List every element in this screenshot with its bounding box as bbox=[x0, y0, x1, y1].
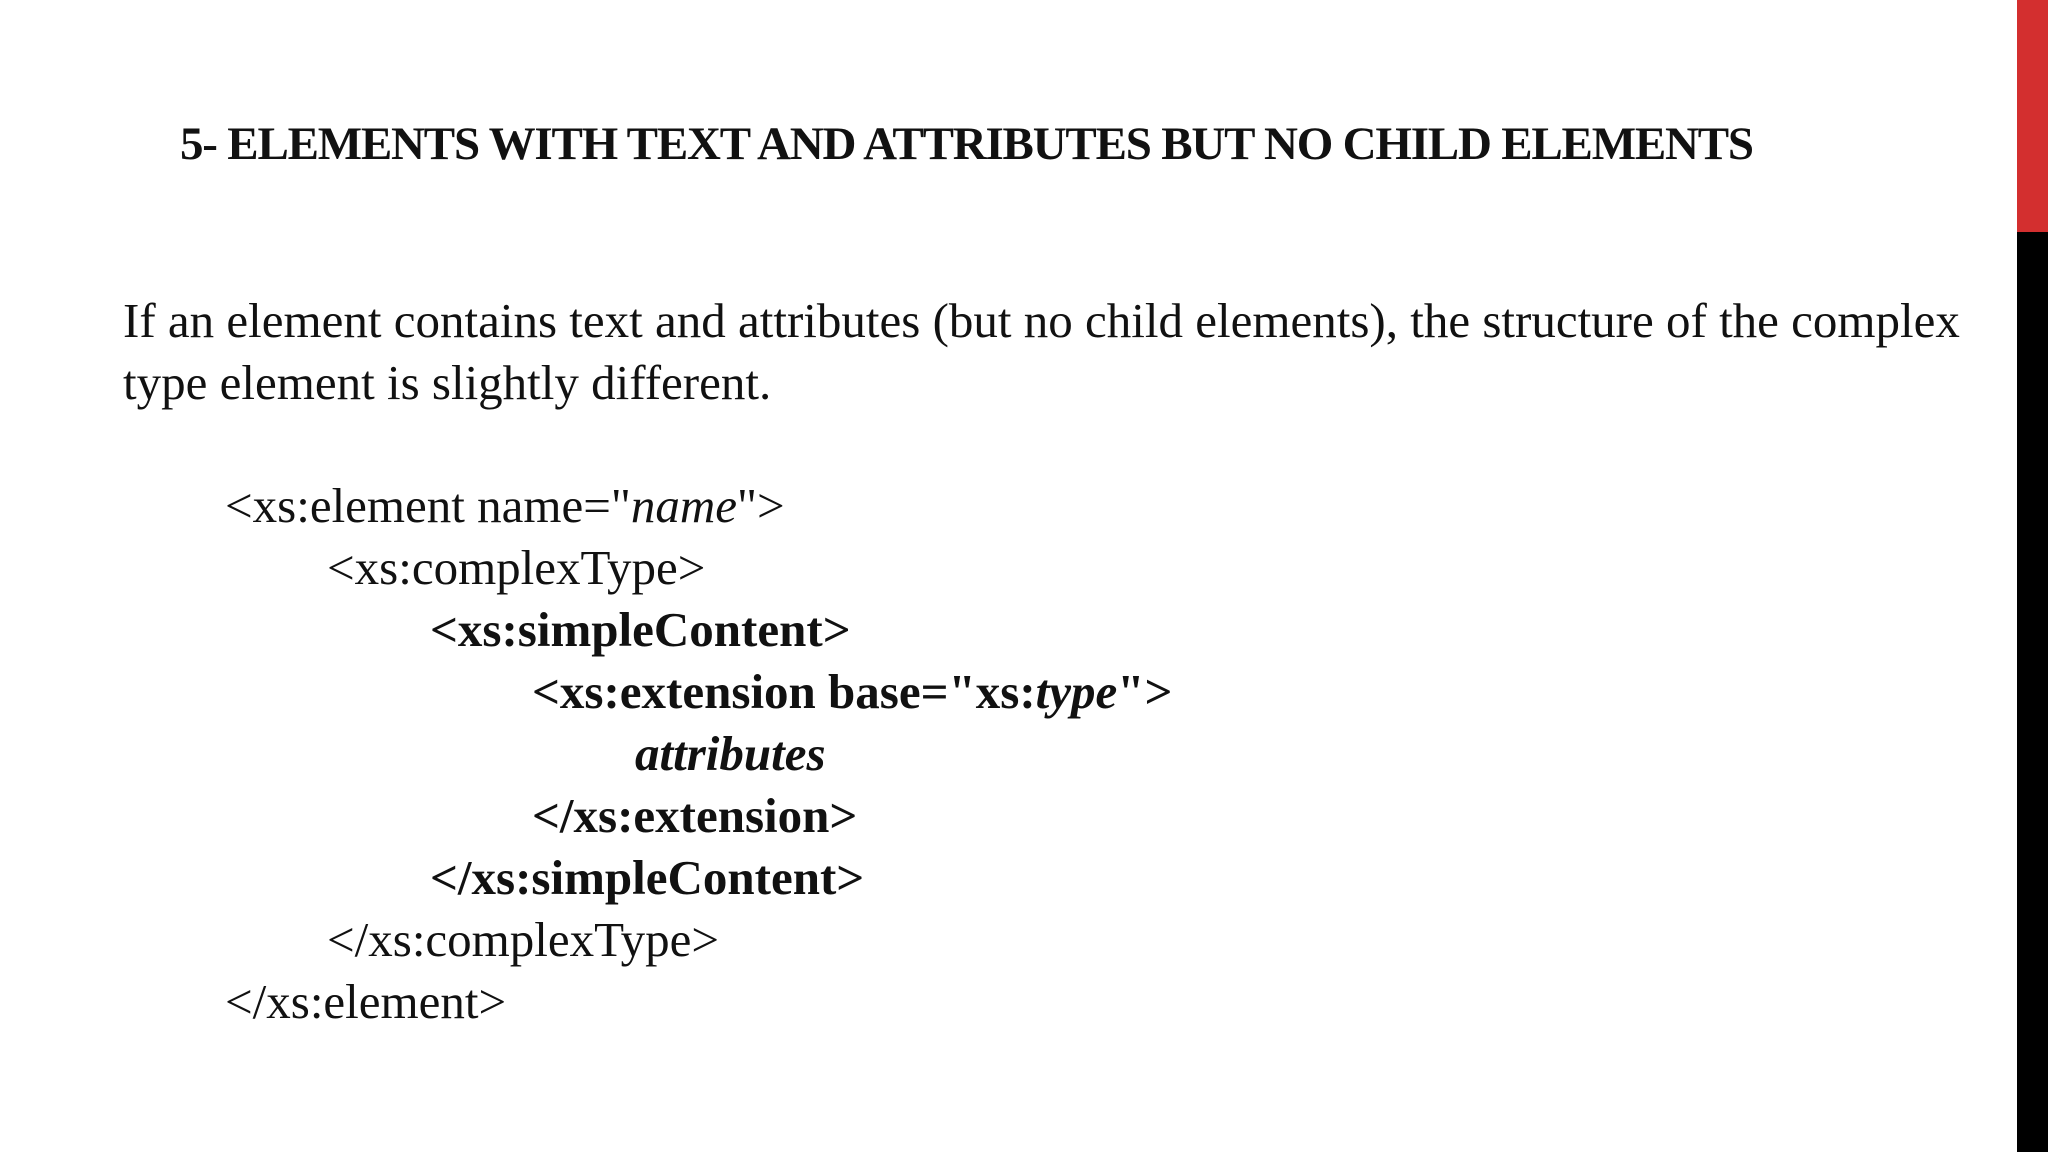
code-text: "> bbox=[1117, 664, 1173, 719]
accent-bar-red bbox=[2017, 0, 2048, 232]
code-line-simplecontent-close: </xs:simpleContent> bbox=[430, 850, 865, 905]
intro-paragraph: If an element contains text and attributes (but no child elements), the structure of the complex type element is slightly different. bbox=[123, 293, 1960, 410]
code-line-element-open bbox=[225, 475, 785, 537]
code-line-extension-close: </xs:extension> bbox=[532, 788, 858, 843]
code-text: <xs:extension base="xs: bbox=[532, 664, 1036, 719]
code-placeholder-name: name bbox=[630, 478, 738, 533]
code-line-element-close: </xs:element> bbox=[225, 974, 507, 1029]
code-text: <xs:element name=" bbox=[225, 478, 631, 533]
code-line-extension-open bbox=[532, 661, 1172, 723]
accent-bar-black bbox=[2017, 232, 2048, 1152]
code-line-attributes: attributes bbox=[635, 726, 826, 781]
slide-title: 5- ELEMENTS WITH TEXT AND ATTRIBUTES BUT NO CHILD ELEMENTS bbox=[180, 118, 1753, 170]
code-line-complextype-close: </xs:complexType> bbox=[327, 912, 720, 967]
code-placeholder-type: type bbox=[1035, 664, 1118, 719]
code-line-complextype-open: <xs:complexType> bbox=[327, 540, 706, 595]
code-text: "> bbox=[737, 478, 785, 533]
code-line-simplecontent-open: <xs:simpleContent> bbox=[430, 602, 851, 657]
